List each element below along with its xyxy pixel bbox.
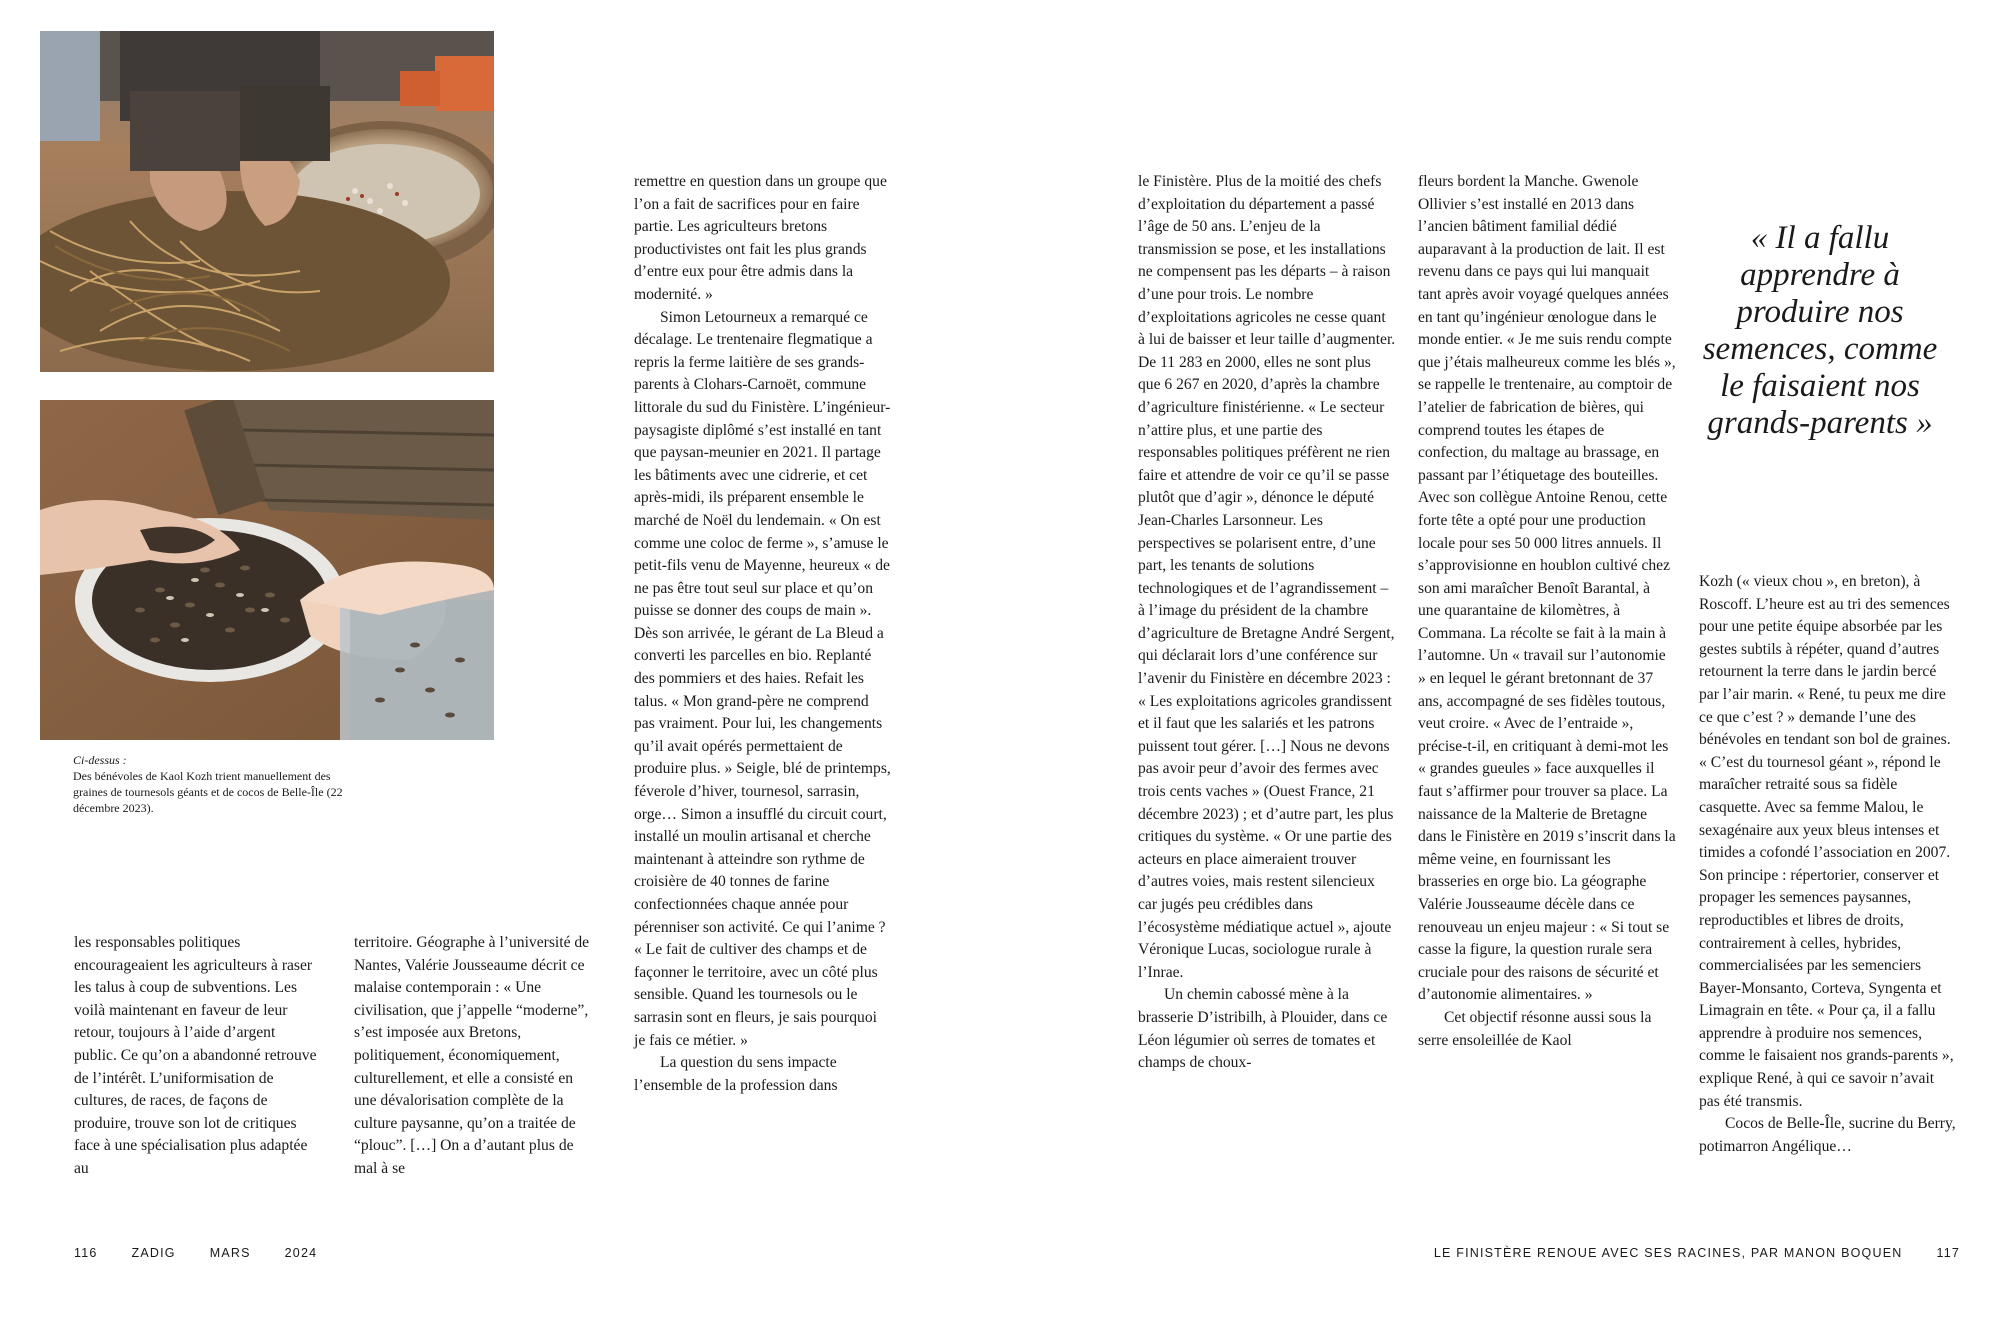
paragraph: Un chemin cabossé mène à la brasserie D’istribilh, à Plouider, dans ce Léon légumier où serres de tomates et champs de choux- xyxy=(1138,986,1388,1072)
paragraph: Simon Letourneux a remarqué ce décalage. Le trentenaire flegmatique a repris la ferme laitière de ses grands-parents à Clohars-Carnoët, commune littorale du sud du Finistère. L’ingénieur-paysagiste diplômé s’est installé en tant que paysan-meunier en 2021. Il partage les bâtiments avec une cidrerie, et cet après-midi, ils préparent ensemble le marché de Noël du lendemain. « On est comme une coloc de ferme », s’amuse le petit-fils venu de Mayenne, heureux « de ne pas être tout seul sur place et qu’on puisse se donner des coups de main ». Dès son arrivée, le gérant de La Bleud a converti les parcelles en bio. Replanté des pommiers et des haies. Refait les talus. « Mon grand-père ne comprend pas vraiment. Pour lui, les changements qu’il avait opérés permettaient de produire plus. » Seigle, blé de printemps, féverole d’hiver, tournesol, sarrasin, orge… Simon a insufflé du circuit court, installé un moulin artisanal et cherche maintenant à atteindre son rythme de croisière de 40 tonnes de farine confectionnées chaque année pour pérenniser son activité. Ce qui l’anime ? « Le fait de cultiver des champs et de façonner le territoire, avec un côté plus sensible. Quand les tournesols ou le sarrasin sont en fleurs, je sais pourquoi je fais ce métier. » xyxy=(634,308,891,1049)
issue-month: MARS xyxy=(209,1246,251,1260)
running-title: LE FINISTÈRE RENOUE AVEC SES RACINES, PAR MANON BOQUEN xyxy=(1433,1246,1903,1260)
caption-lead: Ci-dessus : xyxy=(73,753,127,767)
caption-text: Des bénévoles de Kaol Kozh trient manuellement des graines de tournesols géants et de cocos de Belle-Île (22 décembre 2023). xyxy=(73,769,343,815)
paragraph: Kozh (« vieux chou », en breton), à Roscoff. L’heure est au tri des semences pour une petite équipe absorbée par les gestes subtils à répéter, quand d’autres retournent la terre dans le jardin bercé par l’air marin. « René, tu peux me dire ce que c’est ? » demande l’une des bénévoles en tendant son bol de graines. « C’est du tournesol géant », répond le maraîcher retraité sous sa fidèle casquette. Avec sa femme Malou, le sexagénaire aux yeux bleus intenses et timides a cofondé l’association en 2007. Son principe : répertorier, conserver et propager les semences paysannes, reproductibles et libres de droits, contrairement à celles, hybrides, commercialisées par les semenciers Bayer-Monsanto, Corteva, Syngenta et Limagrain en tête. « Pour ça, il a fallu apprendre à produire nos semences, comme le faisaient nos grands-parents », explique René, à qui ce savoir n’avait pas été transmis. xyxy=(1699,573,1954,1110)
photo-hands-sorting-bean-pods-icon xyxy=(40,31,494,372)
paragraph: Cocos de Belle-Île, sucrine du Berry, potimarron Angélique… xyxy=(1699,1115,1956,1155)
page-number-left: 116 xyxy=(74,1246,98,1260)
photo-hands-sorting-sunflower-seeds-icon xyxy=(40,400,494,740)
text-column-6 xyxy=(1699,571,1957,1158)
text-column-4 xyxy=(1138,171,1396,1075)
photo-bottom xyxy=(40,400,494,740)
page-number-right: 117 xyxy=(1936,1246,1960,1260)
pull-quote: « Il a fallu apprendre à produire nos semences, comme le faisaient nos grands-parents » xyxy=(1702,220,1938,441)
text-column-1 xyxy=(74,932,318,1181)
photo-caption xyxy=(73,752,363,816)
paragraph: Cet objectif résonne aussi sous la serre ensoleillée de Kaol xyxy=(1418,1008,1652,1049)
paragraph: remettre en question dans un groupe que l’on a fait de sacrifices pour en faire partie. Les agriculteurs bretons productivistes ont fait les plus grands d’entre eux pour être admis dans la modernité. » xyxy=(634,173,887,303)
paragraph: fleurs bordent la Manche. Gwenole Ollivier s’est installé en 2013 dans l’ancien bâtiment familial dédié auparavant à la production de lait. Il est revenu dans ce pays qui lui manquait tant après avoir voyagé quelques années en tant qu’ingénieur œnologue dans le monde entier. « Je me suis rendu compte que j’étais malheureux comme les blés », se rappelle le trentenaire, au comptoir de l’atelier de fabrication de bières, qui comprend toutes les étapes de confection, du maltage au brassage, en passant par l’étiquetage des bouteilles. Avec son collègue Antoine Renou, cette forte tête a opté pour une production locale pour ses 50 000 litres annuels. Il s’approvisionne en houblon cultivé chez son ami maraîcher Benoît Barantal, à une quarantaine de kilomètres, à Commana. La récolte se fait à la main à l’automne. Un « travail sur l’autonomie » en lequel le gérant bretonnant de 37 ans, accompagné de ses fidèles toutous, veut croire. « Avec de l’entraide », précise-t-il, en critiquant à demi-mot les « grandes gueules » face auxquelles il faut s’affirmer pour trouver sa place. La naissance de la Malterie de Bretagne dans le Finistère en 2019 s’inscrit dans la même veine, en fournissant les brasseries en orge bio. La géographe Valérie Jousseaume décèle dans ce renouveau un enjeu majeur : « Si tout se casse la figure, la question rurale sera cruciale pour des raisons de sécurité et d’autonomie alimentaires. » xyxy=(1418,173,1676,1004)
text-column-5 xyxy=(1418,171,1676,1052)
paragraph: La question du sens impacte l’ensemble de la profession dans xyxy=(634,1054,838,1094)
text-column-3 xyxy=(634,171,892,1097)
issue-year: 2024 xyxy=(284,1246,318,1260)
magazine-name: ZADIG xyxy=(131,1246,176,1260)
footer-left xyxy=(74,1246,317,1260)
paragraph: les responsables politiques encourageaient les agriculteurs à raser les talus à coup de subventions. Les voilà maintenant en faveur de leur retour, toujours à l’aide d’argent public. Ce qu’on a abandonné retrouve de l’intérêt. L’uniformisation de cultures, de races, de façons de produire, trouve son lot de critiques face à une spécialisation plus adaptée au xyxy=(74,934,317,1177)
text-column-2 xyxy=(354,932,598,1181)
photo-top xyxy=(40,31,494,372)
paragraph: territoire. Géographe à l’université de Nantes, Valérie Jousseaume décrit ce malaise contemporain : « Une civilisation, que j’appelle “moderne”, s’est imposée aux Bretons, politiquement, économiquement, culturellement, et elle a consisté en une dévalorisation complète de la culture paysanne, qu’on a traitée de “plouc”. […] On a d’autant plus de mal à se xyxy=(354,934,590,1177)
footer-right xyxy=(1434,1246,1960,1260)
paragraph: le Finistère. Plus de la moitié des chefs d’exploitation du département a passé l’âge de 50 ans. L’enjeu de la transmission se pose, et les installations ne compensent pas les départs – à raison d’une pour trois. Le nombre d’exploitations agricoles ne cesse quant à lui de baisser et leur taille d’augmenter. De 11 283 en 2000, elles ne sont plus que 6 267 en 2020, d’après la chambre d’agriculture finistérienne. « Le secteur n’attire plus, et une partie des responsables politiques préfèrent ne rien faire et attendre de voir ce qu’il se passe plutôt que d’agir », dénonce le député Jean-Charles Larsonneur. Les perspectives se polarisent entre, d’une part, les tenants de solutions technologiques et de l’agrandissement – à l’image du président de la chambre d’agriculture de Bretagne André Sergent, qui déclarait lors d’une conférence sur l’avenir du Finistère en décembre 2023 : « Les exploitations agricoles grandissent et il faut que les salariés et les patrons puissent tout gérer. […] Nous ne devons pas avoir peur d’avoir des fermes avec trois cents vaches » (Ouest France, 21 décembre 2023) ; et d’autre part, les plus critiques du système. « Or une partie des acteurs en place aimeraient trouver d’autres voies, mais restent silencieux car jugés peu crédibles dans l’écosystème médiatique actuel », ajoute Véronique Lucas, sociologue rurale à l’Inrae. xyxy=(1138,173,1396,981)
